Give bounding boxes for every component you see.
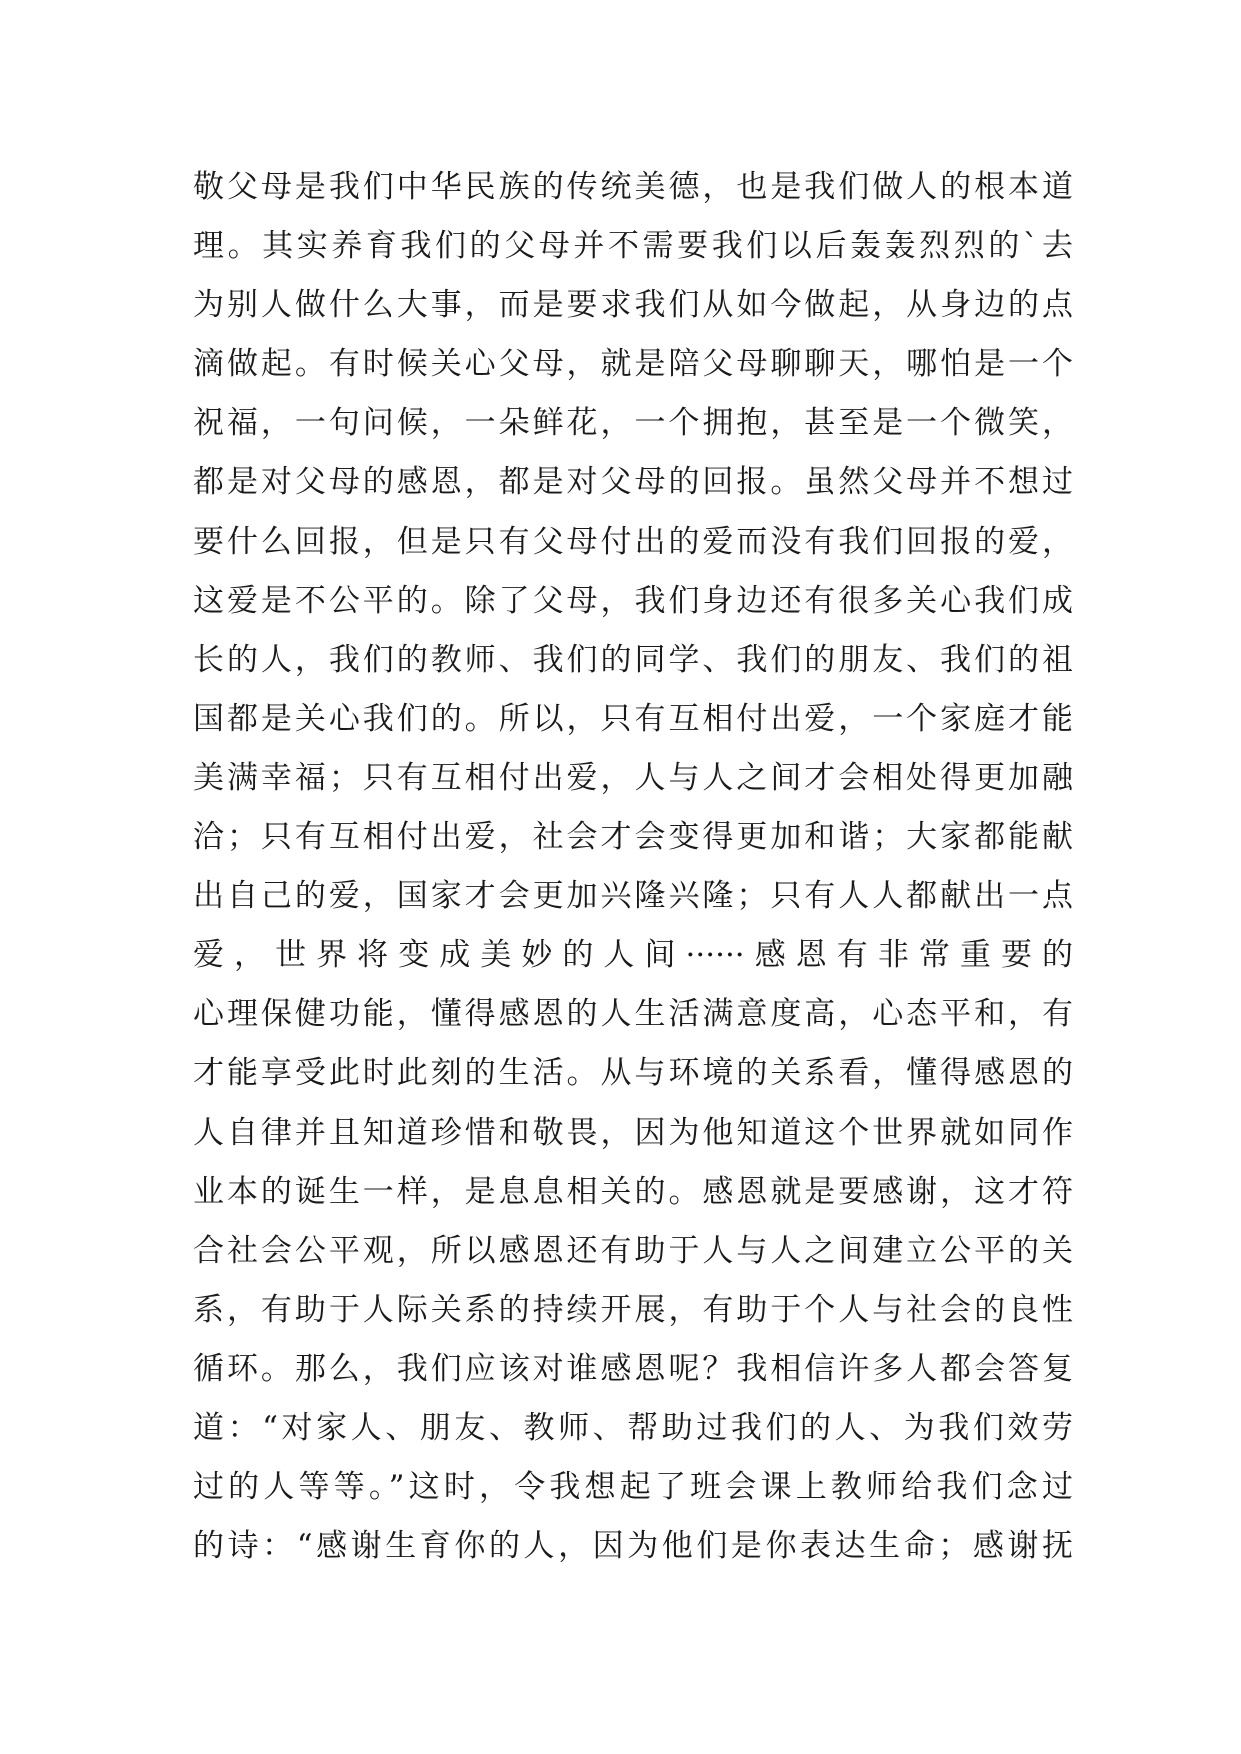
text-line: 业本的诞生一样，是息息相关的。感恩就是要感谢，这才符 xyxy=(193,1173,1073,1210)
text-line: 为别人做什么大事，而是要求我们从如今做起，从身边的点 xyxy=(193,287,1073,324)
text-line: 祝福，一句问候，一朵鲜花，一个拥抱，甚至是一个微笑， xyxy=(193,405,1073,442)
text-line: 敬父母是我们中华民族的传统美德，也是我们做人的根本道 xyxy=(193,169,1073,205)
text-line: 的诗：“感谢生育你的人，因为他们是你表达生命；感谢抚 xyxy=(193,1528,1073,1565)
text-line: 爱，世界将变成美妙的人间······感恩有非常重要的 xyxy=(193,937,1073,974)
text-line: 这爱是不公平的。除了父母，我们身边还有很多关心我们成 xyxy=(193,582,1073,619)
body-text xyxy=(193,158,1073,1576)
text-line: 洽；只有互相付出爱，社会才会变得更加和谐；大家都能献 xyxy=(193,819,1073,856)
text-line: 都是对父母的感恩，都是对父母的回报。虽然父母并不想过 xyxy=(193,464,1073,501)
text-line: 过的人等等。”这时，令我想起了班会课上教师给我们念过 xyxy=(193,1469,1073,1506)
text-line: 才能享受此时此刻的生活。从与环境的关系看，懂得感恩的 xyxy=(193,1055,1073,1092)
text-line: 循环。那么，我们应该对谁感恩呢？我相信许多人都会答复 xyxy=(193,1350,1073,1387)
text-line: 心理保健功能，懂得感恩的人生活满意度高，心态平和，有 xyxy=(193,996,1073,1033)
text-line: 美满幸福；只有互相付出爱，人与人之间才会相处得更加融 xyxy=(193,759,1073,796)
text-line: 道：“对家人、朋友、教师、帮助过我们的人、为我们效劳 xyxy=(193,1409,1073,1446)
text-line: 人自律并且知道珍惜和敬畏，因为他知道这个世界就如同作 xyxy=(193,1114,1073,1151)
text-line: 滴做起。有时候关心父母，就是陪父母聊聊天，哪怕是一个 xyxy=(193,346,1073,383)
text-line: 长的人，我们的教师、我们的同学、我们的朋友、我们的祖 xyxy=(193,641,1073,678)
text-line: 要什么回报，但是只有父母付出的爱而没有我们回报的爱， xyxy=(193,523,1073,560)
text-line: 理。其实养育我们的父母并不需要我们以后轰轰烈烈的`去 xyxy=(193,228,1073,265)
text-line: 系，有助于人际关系的持续开展，有助于个人与社会的良性 xyxy=(193,1291,1073,1328)
text-line: 合社会公平观，所以感恩还有助于人与人之间建立公平的关 xyxy=(193,1232,1073,1269)
text-line: 国都是关心我们的。所以，只有互相付出爱，一个家庭才能 xyxy=(193,700,1073,737)
text-line: 出自己的爱，国家才会更加兴隆兴隆；只有人人都献出一点 xyxy=(193,878,1073,915)
